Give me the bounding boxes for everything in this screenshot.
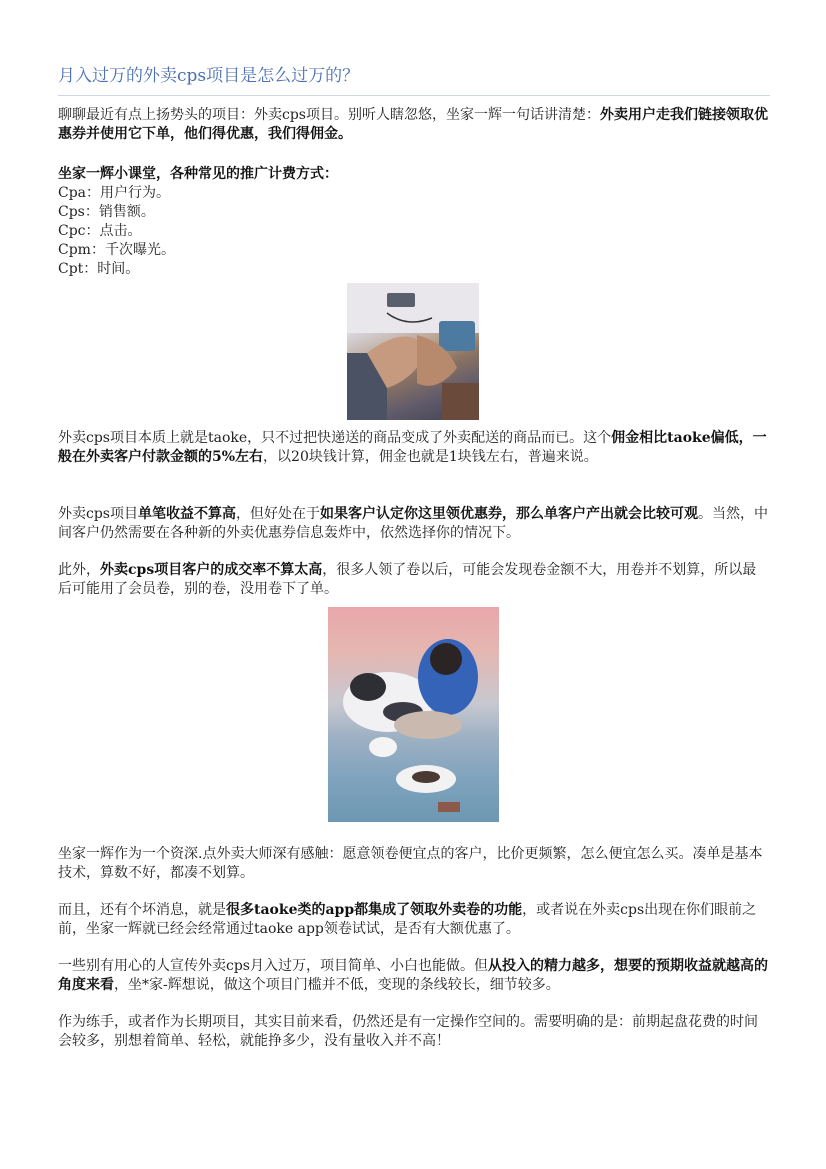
- intro-text: 聊聊最近有点上扬势头的项目：外卖cps项目。别听人瞎忽悠，坐家一辉一句话讲清楚：: [58, 107, 600, 123]
- pricing-item-cps: Cps：销售额。: [58, 204, 155, 220]
- pricing-list: [58, 165, 770, 279]
- bad-news-bold: 很多taoke类的app都集成了领取外卖卷的功能: [226, 902, 523, 918]
- intro-bold: 外卖用户走我们链接领取优惠券并使用它下单，他们得优惠，我们得佣金。: [58, 107, 768, 142]
- pricing-item-cpt: Cpt：时间。: [58, 261, 140, 277]
- warning-bold: 从投入的精力越多，想要的预期收益就越高的角度来看: [58, 958, 768, 993]
- essence-text-a: 外卖cps项目本质上就是taoke，只不过把快递送的商品变成了外卖配送的商品而已。这个: [58, 430, 612, 446]
- paragraph-revenue: [58, 505, 770, 543]
- paragraph-conclusion: 作为练手，或者作为长期项目，其实目前来看，仍然还是有一定操作空间的。需要明确的是：前期起盘花费的时间会较多，别想着简单、轻松，就能挣多少，没有量收入并不高！: [58, 1014, 758, 1049]
- warning-text-a: 一些别有用心的人宣传外卖cps月入过万，项目简单、小白也能做。但: [58, 958, 488, 974]
- hands-heart-gif-image: [347, 283, 479, 420]
- revenue-bold-b: 单笔收益不算高: [138, 506, 236, 522]
- bad-news-text-a: 而且，还有个坏消息，就是: [58, 902, 226, 918]
- paragraph-intro: [58, 106, 770, 144]
- paragraph-warning: [58, 957, 770, 995]
- revenue-text-a: 外卖cps项目: [58, 506, 138, 522]
- conversion-text-c: ，很多人领了卷以后，可能会发现卷金额不大，用卷并不划算，所以最后可能用了会员卷，别的卷，没用卷下了单。: [58, 562, 757, 597]
- paragraph-bad-news: [58, 901, 770, 939]
- conversion-bold: 外卖cps项目客户的成交率不算太高: [100, 562, 323, 578]
- revenue-text-e: 。当然，中间客户仍然需要在各种新的外卖优惠券信息轰炸中，依然选择你的情况下。: [58, 506, 768, 541]
- conversion-text-a: 此外，: [58, 562, 100, 578]
- revenue-bold-d: 如果客户认定你这里领优惠券，那么单客户产出就会比较可观: [320, 506, 698, 522]
- pricing-heading: 坐家一辉小课堂，各种常见的推广计费方式：: [58, 166, 338, 182]
- pricing-item-cpc: Cpc：点击。: [58, 223, 142, 239]
- child-and-dog-gif-image: [328, 607, 499, 822]
- essence-text-c: ，以20块钱计算，佣金也就是1块钱左右，普遍来说。: [263, 449, 598, 465]
- article-title: 月入过万的外卖cps项目是怎么过万的？: [58, 64, 770, 96]
- warning-text-c: ，坐*家-辉想说，做这个项目门槛并不低，变现的条线较长，细节较多。: [114, 977, 560, 993]
- pricing-item-cpm: Cpm：千次曝光。: [58, 242, 175, 258]
- revenue-text-c: ，但好处在于: [236, 506, 320, 522]
- paragraph-essence: [58, 429, 770, 467]
- bad-news-text-c: ，或者说在外卖cps出现在你们眼前之前，坐家一辉就已经会经常通过taoke app领卷试试，是否有大额优惠了。: [58, 902, 757, 937]
- paragraph-conversion: [58, 561, 770, 599]
- paragraph-experience: 坐家一辉作为一个资深.点外卖大师深有感触：愿意领卷便宜点的客户，比价更频繁，怎么便宜怎么买。凑单是基本技术，算数不好，都凑不划算。: [58, 846, 763, 881]
- pricing-item-cpa: Cpa：用户行为。: [58, 185, 171, 201]
- essence-bold: 佣金相比taoke偏低，一般在外卖客户付款金额的5%左右: [58, 430, 767, 465]
